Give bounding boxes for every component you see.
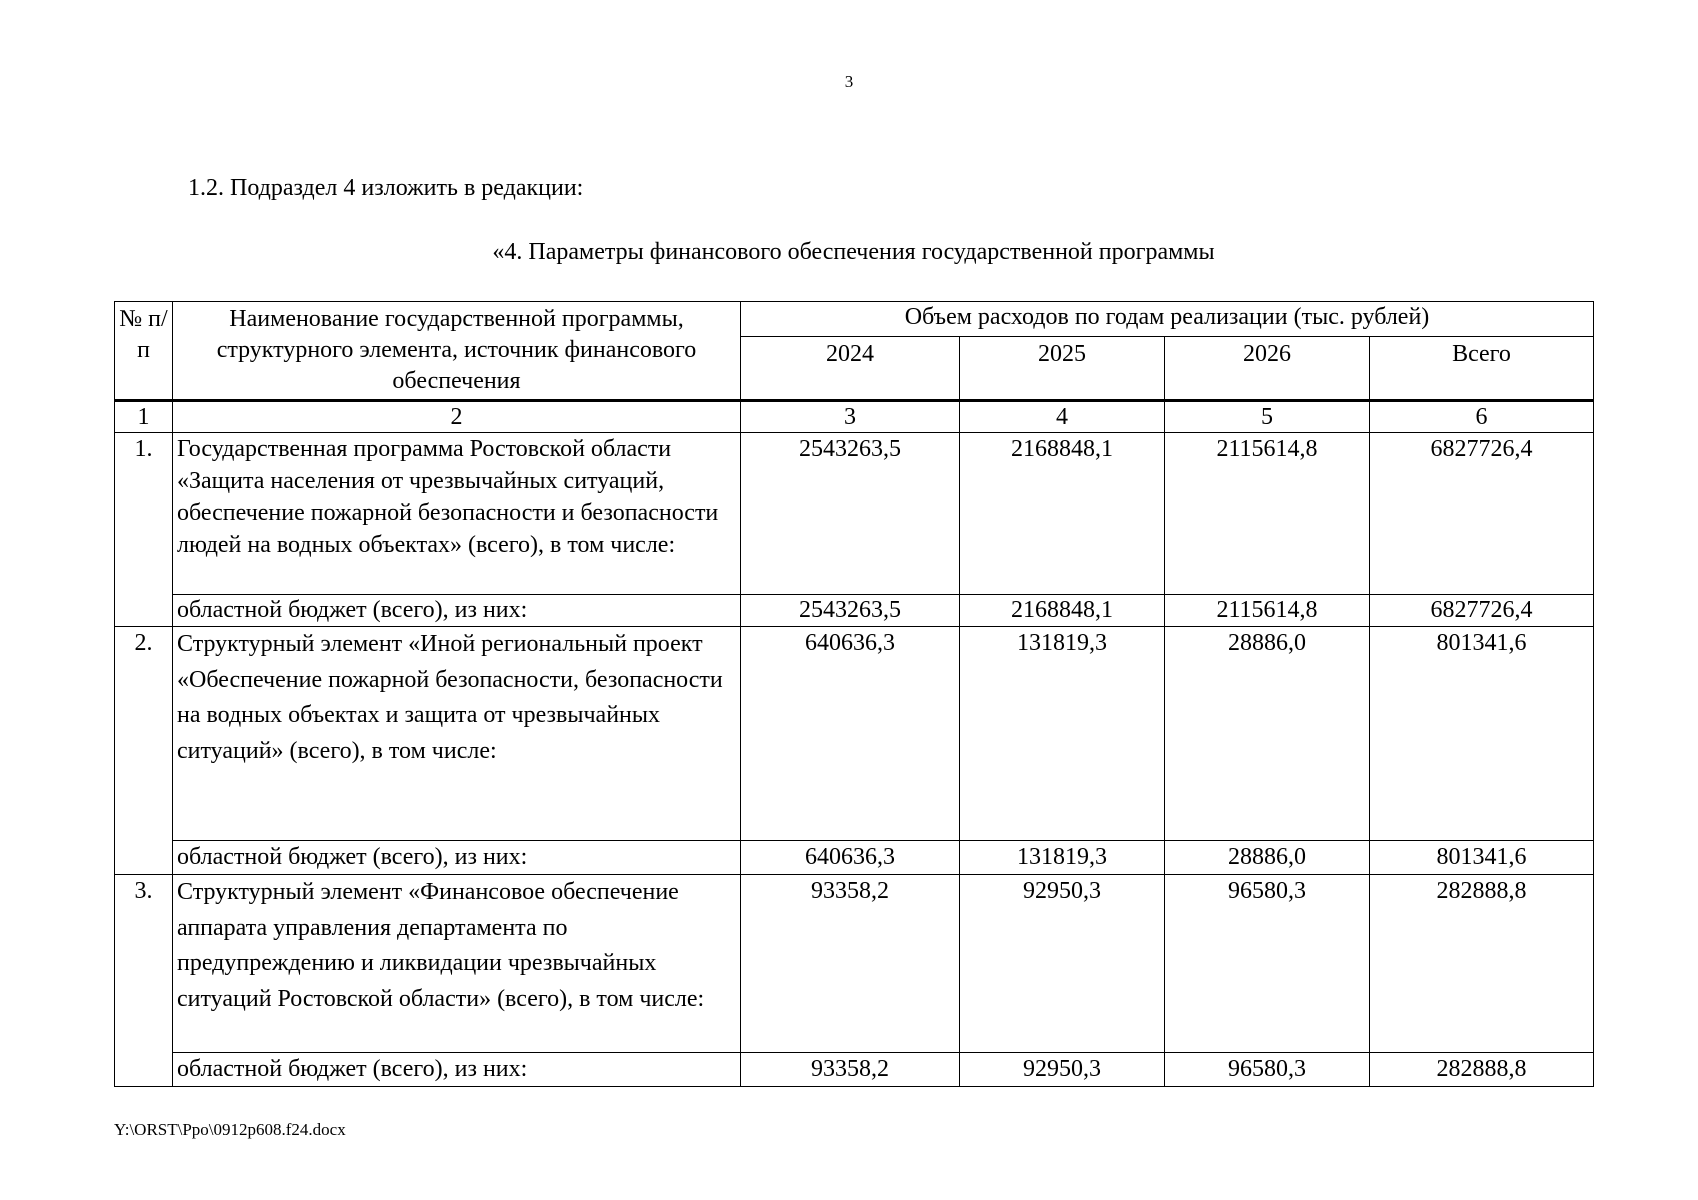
- row-value-2025: 2168848,1: [960, 433, 1165, 595]
- subrow-value-2025: 92950,3: [960, 1053, 1165, 1087]
- subrow-value-2026: 96580,3: [1165, 1053, 1370, 1087]
- subrow-value-2026: 2115614,8: [1165, 595, 1370, 627]
- row-value-2026: 28886,0: [1165, 627, 1370, 841]
- subrow-value-2024: 2543263,5: [741, 595, 960, 627]
- row-value-2026: 2115614,8: [1165, 433, 1370, 595]
- header-year-2024: 2024: [741, 337, 960, 401]
- table-subrow: [115, 595, 1594, 627]
- row-value-total: 801341,6: [1370, 627, 1594, 841]
- column-number: 5: [1165, 401, 1370, 433]
- row-name: Структурный элемент «Иной региональный проект «Обеспечение пожарной безопасности, безопасности на водных объектах и защита от чрезвычайных ситуаций» (всего), в том числе:: [173, 627, 741, 841]
- column-number: 3: [741, 401, 960, 433]
- row-index: 3.: [115, 875, 173, 1087]
- row-value-2024: 2543263,5: [741, 433, 960, 595]
- row-value-2026: 96580,3: [1165, 875, 1370, 1053]
- page-number: 3: [844, 72, 854, 91]
- row-name: Государственная программа Ростовской области «Защита населения от чрезвычайных ситуаций, обеспечение пожарной безопасности и безопасности людей на водных объектах» (всего), в том числе:: [173, 433, 741, 595]
- subrow-value-total: 282888,8: [1370, 1053, 1594, 1087]
- table-row: [115, 875, 1594, 1053]
- intro-text: 1.2. Подраздел 4 изложить в редакции:: [188, 175, 584, 201]
- row-name: Структурный элемент «Финансовое обеспечение аппарата управления департамента по предупреждению и ликвидации чрезвычайных ситуаций Ростовской области» (всего), в том числе:: [173, 875, 741, 1053]
- footer-file-path: Y:\ORST\Ppo\0912p608.f24.docx: [114, 1120, 346, 1139]
- header-expenses-group: Объем расходов по годам реализации (тыс. рублей): [741, 302, 1594, 337]
- header-total: Всего: [1370, 337, 1594, 401]
- subrow-value-2026: 28886,0: [1165, 841, 1370, 875]
- subrow-value-2025: 131819,3: [960, 841, 1165, 875]
- row-value-2025: 131819,3: [960, 627, 1165, 841]
- subrow-value-total: 801341,6: [1370, 841, 1594, 875]
- subrow-value-2024: 640636,3: [741, 841, 960, 875]
- row-value-2024: 93358,2: [741, 875, 960, 1053]
- column-number: 6: [1370, 401, 1594, 433]
- table-subrow: [115, 841, 1594, 875]
- column-number: 2: [173, 401, 741, 433]
- section-title: «4. Параметры финансового обеспечения государственной программы: [492, 239, 1215, 265]
- row-value-2024: 640636,3: [741, 627, 960, 841]
- column-number: 1: [115, 401, 173, 433]
- subrow-value-2024: 93358,2: [741, 1053, 960, 1087]
- row-value-total: 282888,8: [1370, 875, 1594, 1053]
- row-index: 1.: [115, 433, 173, 627]
- row-value-total: 6827726,4: [1370, 433, 1594, 595]
- header-year-2026: 2026: [1165, 337, 1370, 401]
- header-name-col: Наименование государственной программы, структурного элемента, источник финансового обеспечения: [173, 302, 741, 401]
- subrow-name: областной бюджет (всего), из них:: [173, 1053, 741, 1087]
- subrow-value-2025: 2168848,1: [960, 595, 1165, 627]
- subrow-value-total: 6827726,4: [1370, 595, 1594, 627]
- financing-table: [114, 301, 1594, 1087]
- table-row: [115, 627, 1594, 841]
- table-row: [115, 433, 1594, 595]
- header-num-col: № п/п: [115, 302, 173, 401]
- header-year-2025: 2025: [960, 337, 1165, 401]
- subrow-name: областной бюджет (всего), из них:: [173, 841, 741, 875]
- subrow-name: областной бюджет (всего), из них:: [173, 595, 741, 627]
- row-value-2025: 92950,3: [960, 875, 1165, 1053]
- column-number: 4: [960, 401, 1165, 433]
- row-index: 2.: [115, 627, 173, 875]
- table-subrow: [115, 1053, 1594, 1087]
